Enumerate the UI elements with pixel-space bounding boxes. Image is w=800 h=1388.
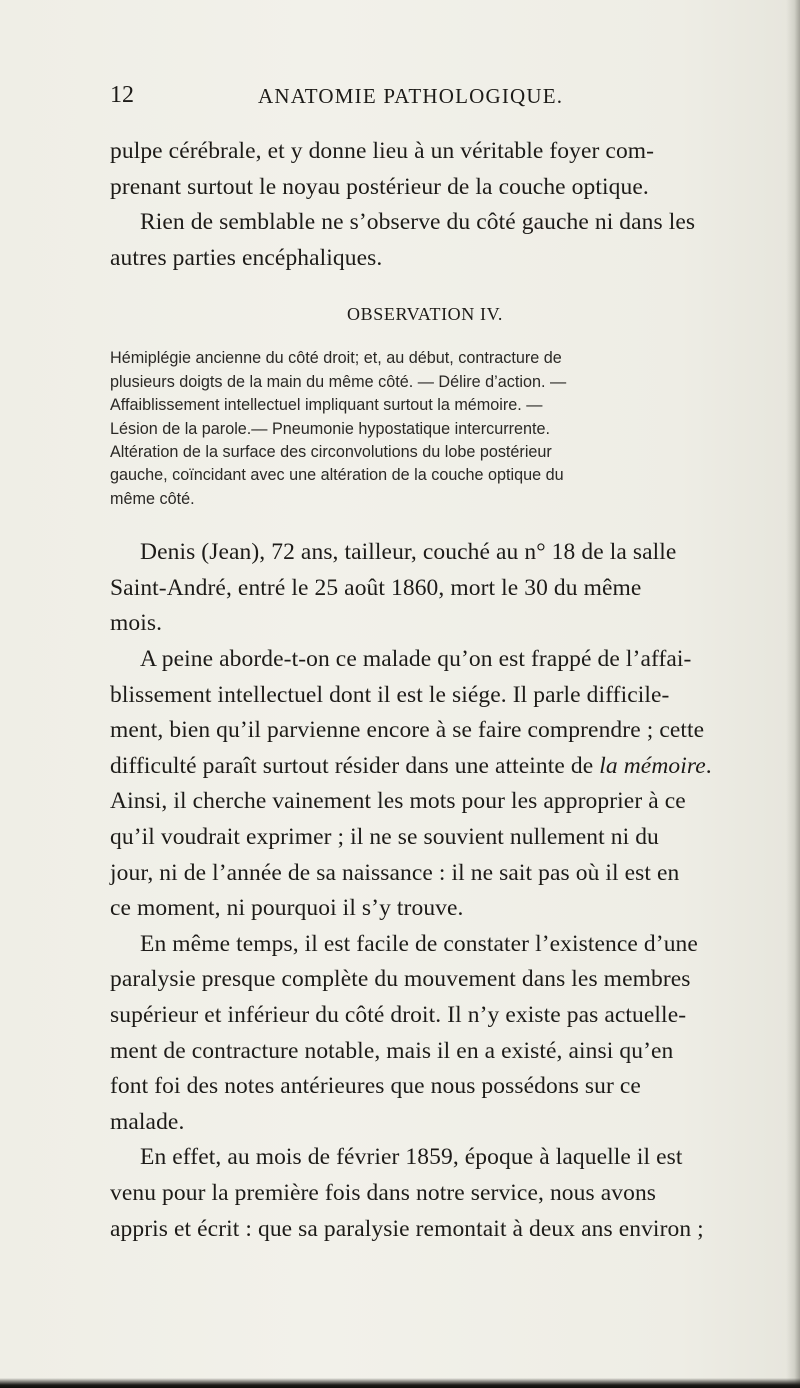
text-line: blissement intellectuel dont il est le siége. Il parle difficile-	[110, 681, 670, 708]
page-bottom-edge	[0, 1378, 800, 1388]
running-head	[0, 82, 800, 114]
text-line: Rien de semblable ne s’observe du côté gauche ni dans les	[140, 209, 696, 236]
case-narrative	[110, 535, 740, 1247]
text-line: paralysie presque complète du mouvement dans les membres	[110, 966, 691, 993]
text-line: ment de contracture notable, mais il en a existé, ainsi qu’en	[110, 1037, 674, 1064]
text-line: En même temps, il est facile de constater l’existence d’une	[140, 930, 698, 957]
text-line: mois.	[110, 610, 163, 637]
text-line: ce moment, ni pourquoi il s’y trouve.	[110, 895, 464, 922]
observation-summary	[110, 347, 740, 511]
text-line: Ainsi, il cherche vainement les mots pour les approprier à ce	[110, 788, 686, 815]
text-segment: .	[705, 752, 712, 779]
text-line: appris et écrit : que sa paralysie remontait à deux ans environ ;	[110, 1215, 704, 1242]
page-number: 12	[110, 82, 134, 108]
summary-line: même côté.	[110, 489, 195, 508]
text-line-with-emphasis	[110, 749, 740, 785]
summary-line: Hémiplégie ancienne du côté droit; et, au début, contracture de	[110, 349, 562, 368]
running-head-title: ANATOMIE PATHOLOGIQUE.	[258, 84, 564, 108]
text-line: jour, ni de l’année de sa naissance : il ne sait pas où il est en	[110, 859, 680, 886]
text-line: Denis (Jean), 72 ans, tailleur, couché au n° 18 de la salle	[140, 539, 677, 566]
text-segment: difficulté paraît surtout résider dans une atteinte de	[110, 752, 600, 779]
text-line: venu pour la première fois dans notre service, nous avons	[110, 1179, 657, 1206]
text-line: malade.	[110, 1108, 185, 1135]
summary-line: gauche, coïncidant avec une altération de la couche optique du	[110, 466, 564, 485]
summary-line: Altération de la surface des circonvolutions du lobe postérieur	[110, 443, 552, 461]
text-line: prenant surtout le noyau postérieur de la couche optique.	[110, 173, 649, 200]
text-line: Saint-André, entré le 25 août 1860, mort le 30 du même	[110, 574, 642, 601]
text-line: pulpe cérébrale, et y donne lieu à un véritable foyer com-	[110, 138, 655, 164]
page-edge-shadow	[786, 0, 800, 1388]
emphasized-term: la mémoire	[599, 752, 706, 779]
text-line: supérieur et inférieur du côté droit. Il n’y existe pas actuelle-	[110, 1001, 687, 1028]
summary-line: Lésion de la parole.— Pneumonie hypostatique intercurrente.	[110, 419, 551, 438]
intro-paragraph	[110, 134, 740, 276]
text-line: En effet, au mois de février 1859, époque à laquelle il est	[140, 1144, 683, 1171]
text-line: font foi des notes antérieures que nous possédons sur ce	[110, 1073, 641, 1100]
summary-line: Affaiblissement intellectuel impliquant surtout la mémoire. —	[110, 396, 543, 415]
summary-paragraph	[110, 347, 740, 441]
text-line: ment, bien qu’il parvienne encore à se faire comprendre ; cette	[110, 717, 705, 744]
observation-heading: OBSERVATION IV.	[347, 304, 503, 325]
text-line: A peine aborde-t-on ce malade qu’on est frappé de l’affai-	[140, 646, 692, 672]
summary-paragraph	[110, 441, 740, 511]
text-line: autres parties encéphaliques.	[110, 244, 383, 271]
summary-line: plusieurs doigts de la main du même côté. — Délire d’action. —	[110, 372, 567, 391]
text-line: qu’il voudrait exprimer ; il ne se souvient nullement ni du	[110, 823, 659, 850]
page-content	[110, 134, 740, 1247]
